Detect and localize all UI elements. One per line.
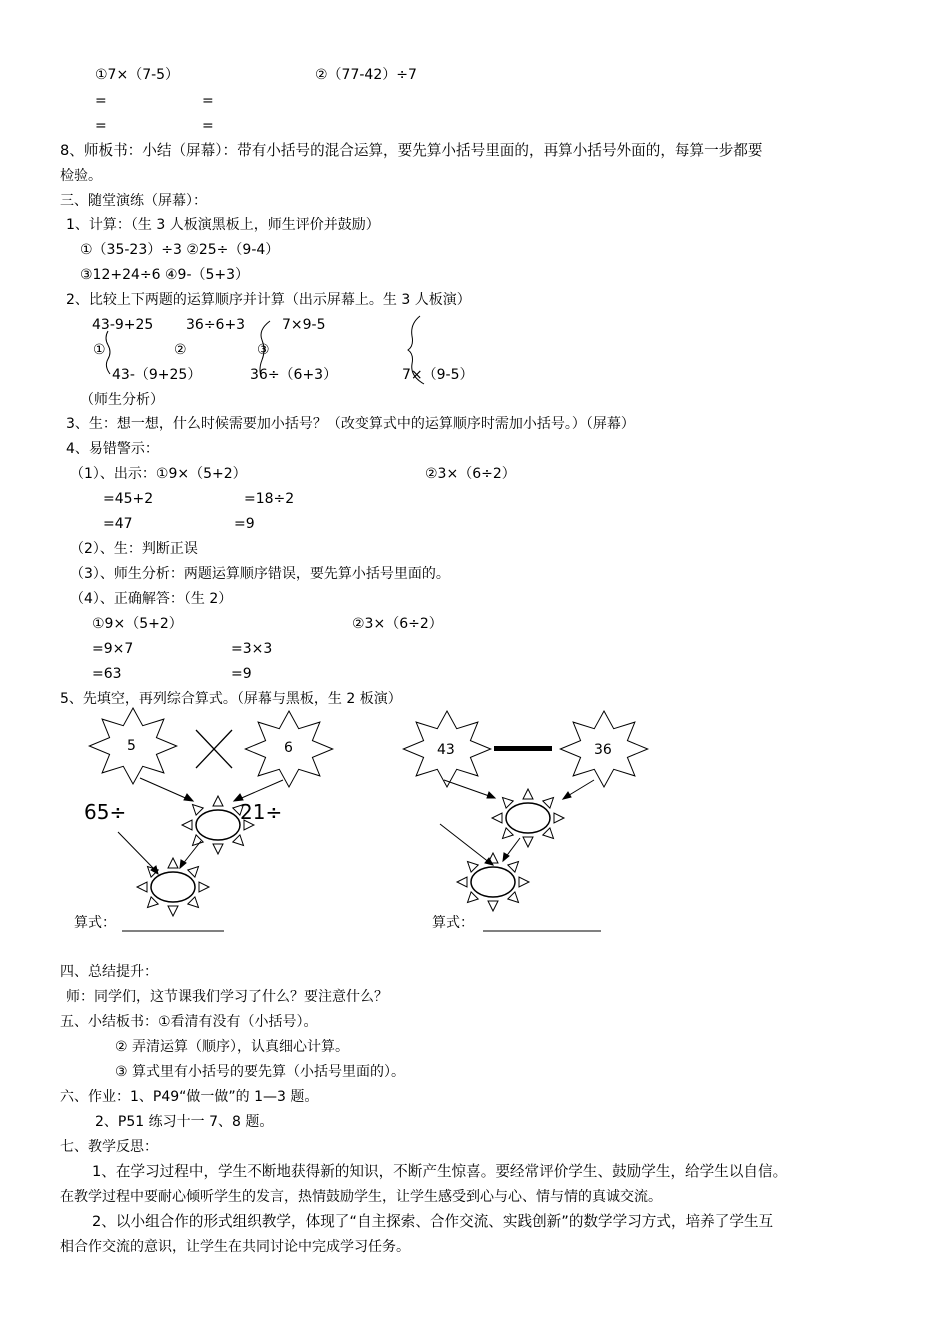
correct-3a: =63	[92, 666, 122, 682]
sun-right-top-ray	[543, 798, 554, 809]
warning-2a: =45+2	[103, 491, 154, 507]
section-3-heading: 三、随堂演练（屏幕）：	[60, 193, 207, 209]
right-formula-label: 算式：	[432, 915, 474, 931]
compare-bottom-1: 43-（9+25）	[112, 367, 202, 383]
sun-left-top-ray	[193, 805, 204, 816]
sun-left-bottom	[151, 872, 195, 902]
sun-left-top	[196, 810, 240, 840]
correct-1a: ①9×（5+2）	[92, 616, 183, 632]
arrow-left-2	[237, 780, 283, 800]
reflection-2-cont: 相合作交流的意识，让学生在共同讨论中完成学习任务。	[60, 1239, 410, 1255]
left-star-2-value: 6	[284, 740, 293, 756]
sun-right-top-ray	[554, 813, 564, 823]
summary-point-2: ② 弄清运算（顺序），认真细心计算。	[115, 1039, 349, 1055]
sun-right-top-ray	[523, 789, 533, 799]
warning-analysis: （3）、师生分析：两题运算顺序错误，要先算小括号里面的。	[70, 566, 450, 582]
left-label-1: 65÷	[84, 800, 127, 824]
compare-mark-2: ②	[174, 342, 187, 358]
warning-3a: =47	[103, 516, 133, 532]
warning-judge: （2）、生：判断正误	[70, 541, 198, 557]
expr-3a: =	[95, 118, 107, 134]
sun-right-top-ray	[503, 828, 514, 839]
left-formula-label: 算式：	[74, 915, 116, 931]
compare-top-2: 36÷6+3	[186, 317, 246, 333]
sun-left-bottom-ray	[148, 897, 159, 908]
sun-right-bottom-ray	[519, 877, 529, 887]
left-star-1-value: 5	[127, 738, 136, 754]
sun-right-bottom-ray	[468, 862, 479, 873]
compare-bottom-3: 7×（9-5）	[402, 367, 474, 383]
sun-right-bottom-ray	[508, 892, 519, 903]
expr-3b: =	[202, 118, 214, 134]
arrow-right-2	[566, 780, 594, 797]
sun-left-bottom-ray	[168, 858, 178, 868]
expr-2a: =	[95, 93, 107, 109]
section-4-heading: 四、总结提升：	[60, 964, 158, 980]
sun-right-bottom-ray	[508, 862, 519, 873]
left-label-2: 21÷	[240, 800, 283, 824]
compare-mark-1: ①	[93, 342, 106, 358]
exercise-5: 5、先填空，再列综合算式。（屏幕与黑板，生 2 板演）	[60, 691, 402, 707]
sun-left-top-ray	[213, 844, 223, 854]
brace-2	[260, 321, 270, 378]
summary-point-3: ③ 算式里有小括号的要先算（小括号里面的）。	[115, 1064, 405, 1080]
section-7-heading: 七、教学反思：	[60, 1139, 158, 1155]
sun-left-top-ray	[182, 820, 192, 830]
sun-left-bottom-ray	[137, 882, 147, 892]
sun-left-bottom-ray	[188, 867, 199, 878]
sun-right-bottom	[471, 867, 515, 897]
expr-1a: ①7×（7-5）	[95, 67, 180, 83]
correct-1b: ②3×（6÷2）	[352, 616, 443, 632]
minus-sign	[494, 746, 552, 751]
reflection-1: 1、在学习过程中，学生不断地获得新的知识，不断产生惊喜。要经常评价学生、鼓励学生，给学生以自信。	[92, 1163, 788, 1180]
sun-right-top-ray	[543, 828, 554, 839]
sun-right-bottom-ray	[488, 901, 498, 911]
brace-1	[106, 331, 110, 374]
arrow-right-3	[440, 824, 490, 863]
sun-right-bottom-ray	[457, 877, 467, 887]
sun-right-top-ray	[492, 813, 502, 823]
sun-right-top-ray	[503, 798, 514, 809]
sun-left-bottom-ray	[199, 882, 209, 892]
warning-1a: （1）、出示：①9×（5+2）	[70, 466, 247, 482]
sun-right-bottom-ray	[468, 892, 479, 903]
warning-2b: =18÷2	[244, 491, 295, 507]
compare-bottom-2: 36÷（6+3）	[250, 367, 338, 383]
arrow-right-1	[444, 780, 492, 797]
compare-top-3: 7×9-5	[282, 317, 326, 333]
sun-left-top-ray	[193, 835, 204, 846]
exercise-4: 4、易错警示：	[66, 441, 159, 457]
warning-3b: =9	[234, 516, 255, 532]
reflection-1-cont: 在教学过程中要耐心倾听学生的发言，热情鼓励学生，让学生感受到心与心、情与情的真诚交流。	[60, 1189, 662, 1205]
sun-right-top	[506, 803, 550, 833]
exercise-1: 1、计算：（生 3 人板演黑板上，师生评价并鼓励）	[66, 217, 380, 233]
sun-left-top-ray	[213, 796, 223, 806]
sun-left-top-ray	[233, 835, 244, 846]
compare-top-1: 43-9+25	[92, 317, 154, 333]
teacher-summary: 8、师板书：小结（屏幕）：带有小括号的混合运算，要先算小括号里面的，再算小括号外面的，每算一步都要	[60, 142, 763, 159]
compare-mark-3: ③	[257, 342, 270, 358]
sun-left-bottom-ray	[188, 897, 199, 908]
right-star-2-value: 36	[594, 742, 612, 758]
brace-3	[408, 316, 424, 384]
warning-1b: ②3×（6÷2）	[425, 466, 516, 482]
correct-2a: =9×7	[92, 641, 134, 657]
section-6-heading: 六、作业：1、P49“做一做”的 1—3 题。	[60, 1089, 319, 1105]
expr-2b: =	[202, 93, 214, 109]
summary-question: 师：同学们，这节课我们学习了什么？要注意什么？	[66, 989, 388, 1005]
correct-3b: =9	[231, 666, 252, 682]
exercise-3: 3、生：想一想，什么时候需要加小括号？（改变算式中的运算顺序时需加小括号。）（屏幕）	[66, 416, 635, 432]
arrow-left-3	[118, 832, 156, 871]
right-star-1-value: 43	[437, 742, 455, 758]
exercise-2: 2、比较上下两题的运算顺序并计算（出示屏幕上。生 3 人板演）	[66, 292, 471, 308]
reflection-2: 2、以小组合作的形式组织教学，体现了“自主探索、合作交流、实践创新”的数学学习方式，培养了学生互	[92, 1213, 774, 1230]
teacher-summary-cont: 检验。	[60, 168, 102, 184]
exercise-1-items-b: ③12+24÷6 ④9-（5+3）	[80, 267, 250, 283]
arrow-left-1	[140, 778, 190, 800]
section-5-heading: 五、小结板书：①看清有没有（小括号）。	[60, 1014, 318, 1030]
sun-left-bottom-ray	[168, 906, 178, 916]
exercise-1-items-a: ①（35-23）÷3 ②25÷（9-4）	[80, 242, 280, 258]
sun-right-top-ray	[523, 837, 533, 847]
arrow-left-4	[182, 841, 201, 865]
expr-1b: ②（77-42）÷7	[315, 67, 417, 83]
correct-2b: =3×3	[231, 641, 273, 657]
analysis-note: （师生分析）	[80, 392, 164, 408]
correct-answer-heading: （4）、正确解答：（生 2）	[70, 591, 233, 607]
homework-2: 2、P51 练习十一 7、8 题。	[95, 1114, 274, 1130]
